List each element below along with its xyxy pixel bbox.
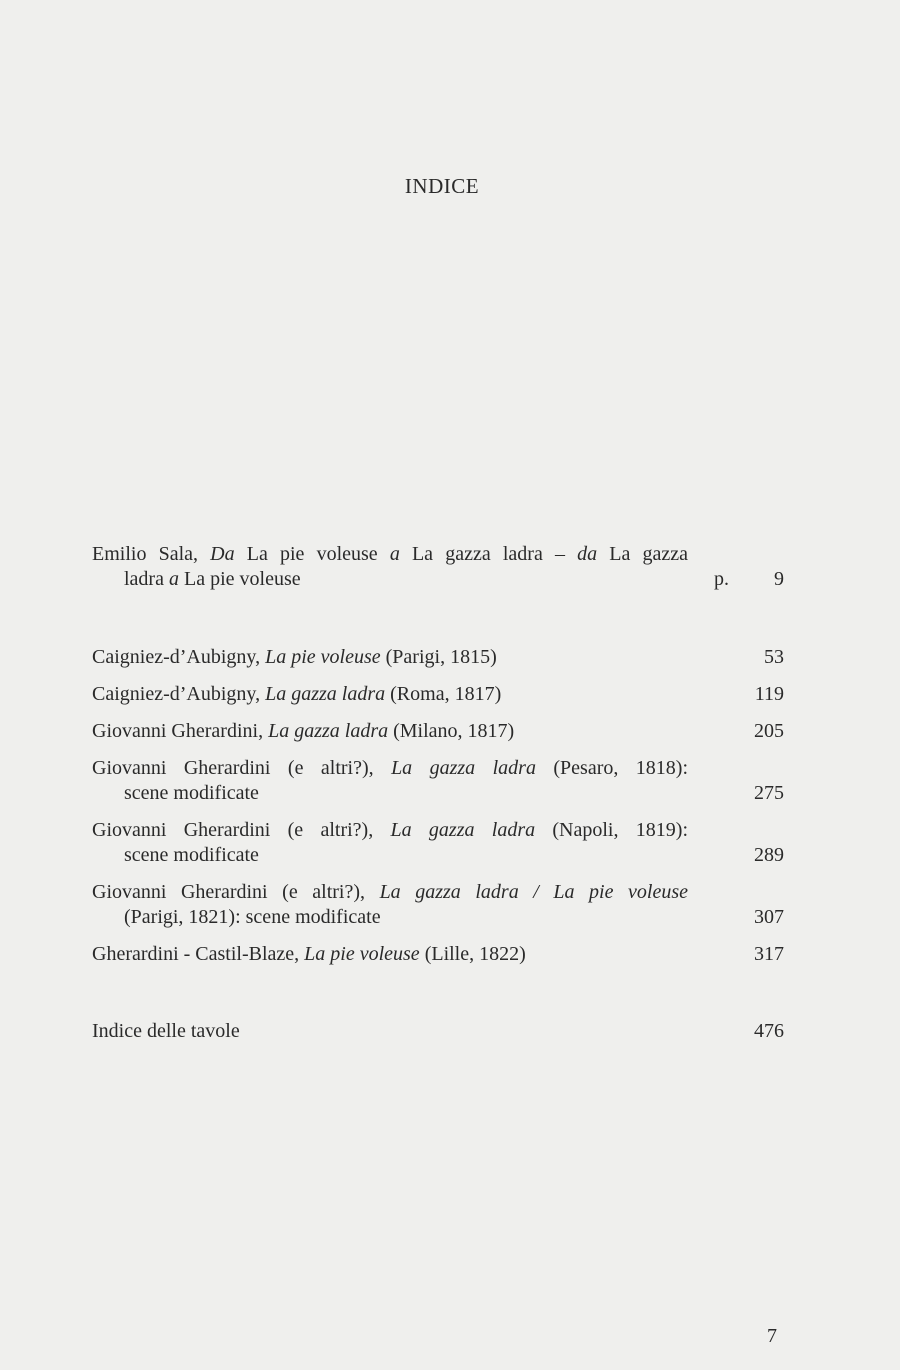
toc-page-number: p. 9	[714, 568, 784, 590]
toc-entry	[92, 719, 792, 744]
toc-entry	[92, 818, 792, 868]
toc-entry-text: Giovanni Gherardini, La gazza ladra (Milano, 1817)	[92, 720, 515, 742]
toc-page-number: 119	[754, 683, 784, 705]
toc-entry	[92, 542, 792, 592]
toc-entry-text: Giovanni Gherardini (e altri?), La gazza ladra (Napoli, 1819):	[92, 819, 688, 841]
toc-entry	[92, 880, 792, 930]
toc-entry-text: Giovanni Gherardini (e altri?), La gazza ladra / La pie voleuse	[92, 881, 688, 903]
toc-page-number: 53	[764, 646, 784, 668]
toc-entry	[92, 942, 792, 967]
toc-entry-text: Gherardini - Castil-Blaze, La pie voleuse (Lille, 1822)	[92, 943, 526, 965]
toc-page-number: 476	[754, 1020, 784, 1042]
toc-entry-text: Indice delle tavole	[92, 1020, 240, 1042]
toc-entry-text: Caigniez-d’Aubigny, La pie voleuse (Parigi, 1815)	[92, 646, 497, 668]
toc-entry-text: Giovanni Gherardini (e altri?), La gazza ladra (Pesaro, 1818):	[92, 757, 689, 779]
toc-entry-text: Emilio Sala, Da La pie voleuse a La gazza ladra – da La gazza	[92, 543, 689, 565]
toc-entry	[92, 756, 792, 806]
toc-entry-text-continued: scene modificate	[124, 782, 259, 804]
toc-entry	[92, 682, 792, 707]
toc-page-number: 307	[754, 906, 784, 928]
toc-page-number: 289	[754, 844, 784, 866]
toc-page-number: 205	[754, 720, 784, 742]
toc-page-number: 275	[754, 782, 784, 804]
toc-entry-text-continued: (Parigi, 1821): scene modificate	[124, 906, 381, 928]
toc-entry	[92, 1019, 792, 1044]
page-title: INDICE	[404, 174, 480, 198]
toc-entry-text-continued: scene modificate	[124, 844, 259, 866]
toc-entry-text: Caigniez-d’Aubigny, La gazza ladra (Roma, 1817)	[92, 683, 502, 705]
toc-entry	[92, 645, 792, 670]
page-folio-number: 7	[767, 1325, 777, 1347]
toc-page-number: 317	[754, 943, 784, 965]
toc-entry-text-continued: ladra a La pie voleuse	[124, 568, 301, 590]
